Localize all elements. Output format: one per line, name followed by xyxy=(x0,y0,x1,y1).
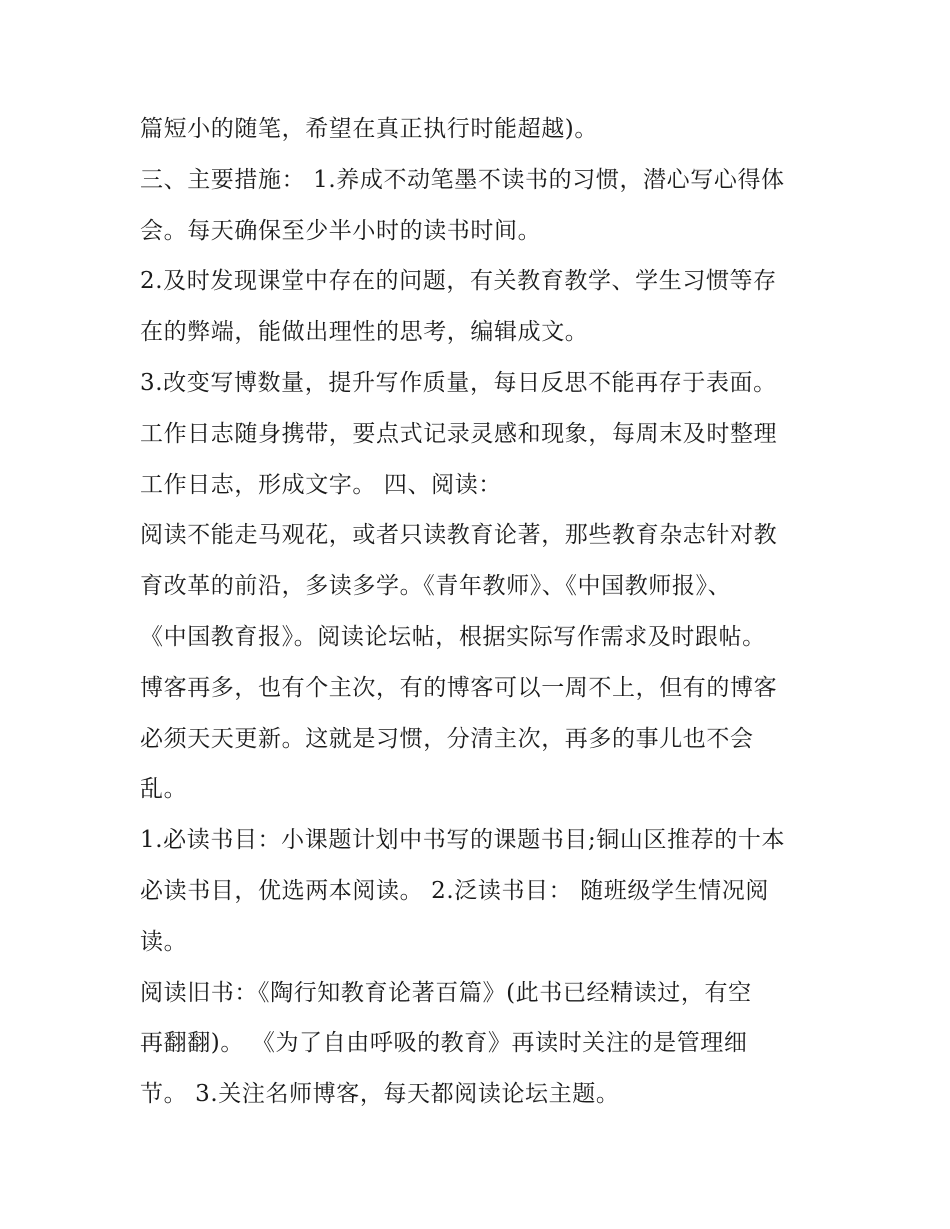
text-line: 在的弊端，能做出理性的思考，编辑成文。 xyxy=(140,319,589,346)
text-line: 阅读不能走马观花，或者只读教育论著，那些教育杂志针对教 xyxy=(140,522,778,549)
text-line: 1.必读书目：小课题计划中书写的课题书目;铜山区推荐的十本 xyxy=(140,827,786,854)
text-line: 育改革的前沿，多读多学。《青年教师》、《中国教师报》、 xyxy=(140,573,732,600)
text-line: 博客再多，也有个主次，有的博客可以一周不上，但有的博客 xyxy=(140,674,778,701)
document-body xyxy=(140,104,830,1120)
text-line: 《中国教育报》。阅读论坛帖，根据实际写作需求及时跟帖。 xyxy=(140,623,766,650)
text-line: 再翻翻)。 《为了自由呼吸的教育》再读时关注的是管理细 xyxy=(140,1030,748,1057)
text-line: 乱。 xyxy=(140,776,188,803)
text-line: 篇短小的随笔，希望在真正执行时能超越)。 xyxy=(140,116,598,142)
text-line: 必读书目，优选两本阅读。 2.泛读书目： 随班级学生情况阅 xyxy=(140,877,769,904)
text-line: 工作日志，形成文字。 四、阅读： xyxy=(140,471,502,498)
text-line: 三、主要措施： 1.养成不动笔墨不读书的习惯，潜心写心得体 xyxy=(140,166,785,193)
text-line: 必须天天更新。这就是习惯，分清主次，再多的事儿也不会 xyxy=(140,725,754,752)
text-line: 3.改变写博数量，提升写作质量，每日反思不能再存于表面。 xyxy=(140,369,777,396)
text-line: 2.及时发现课堂中存在的问题，有关教育教学、学生习惯等存 xyxy=(140,268,777,295)
text-line: 阅读旧书：《陶行知教育论著百篇》(此书已经精读过，有空 xyxy=(140,979,752,1006)
text-line: 读。 xyxy=(140,928,188,955)
text-line: 会。每天确保至少半小时的读书时间。 xyxy=(140,217,542,244)
text-line: 节。 3.关注名师博客，每天都阅读论坛主题。 xyxy=(140,1081,620,1108)
text-line: 工作日志随身携带，要点式记录灵感和现象，每周末及时整理 xyxy=(140,420,778,447)
